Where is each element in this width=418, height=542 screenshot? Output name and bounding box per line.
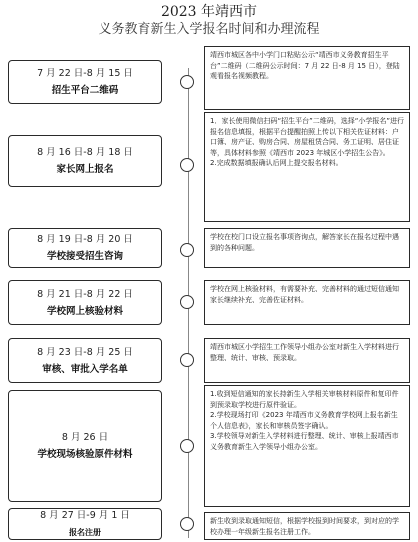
step-4-node [180,295,194,309]
step-6-date-box [8,390,162,502]
step-5-date: 8 月 23 日-8 月 25 日 [37,346,133,358]
step-4-date-box [8,280,162,325]
step-1-date-box [8,60,162,104]
title-main: 义务教育新生入学报名时间和办理流程 [98,22,320,37]
step-2-date-box [8,135,162,187]
step-6-desc-box [204,385,410,507]
step-2-desc-2: 2.完成数据填报确认后网上提交报名材料。 [210,159,343,167]
step-3-date-box [8,228,162,268]
step-6-name: 学校现场核验原件材料 [37,449,133,460]
step-6-desc-3: 3.学校领导对新生入学材料进行整理、统计、审核上报靖西市义务教育新生入学领导小组办公室。 [210,432,399,451]
step-6-desc-1: 1.收到短信通知的家长持新生入学相关审核材料原件和复印件到预录取学校进行原件验证。 [210,390,399,409]
step-7-name: 报名注册 [69,528,101,537]
step-4-desc-box [204,280,410,325]
step-6-desc-2: 2.学校现场打印《2023 年靖西市义务教育学校网上报名新生个人信息表》，家长和审核员签字确认。 [210,411,398,430]
step-3-node [180,243,194,257]
step-2-name: 家长网上报名 [56,164,114,175]
step-7-node [180,517,194,531]
step-1-desc: 靖西市城区各中小学门口粘贴公示“靖西市义务教育招生平台”二维码（二维码公示时间：7 月 22 日-8 月 15 日），登陆观看报名视频教程。 [210,51,400,80]
step-3-desc: 学校在校门口设立报名事项咨询点，解答家长在报名过程中遇到的各种问题。 [210,233,399,252]
step-2-desc-box [204,112,410,222]
step-5-node [180,353,194,367]
step-1-node [180,75,194,89]
step-5-name: 审核、审批入学名单 [42,363,128,375]
step-7-desc-box [204,512,410,540]
step-2-desc-1: 1．家长使用微信扫码“招生平台”二维码，选择“小学报名”进行报名信息填报，根据平台提醒拍照上传以下相关佐证材料：户口簿、房产证、购房合同、房屋租赁合同、务工证明、居住证等，具体材料参照《靖西市 2023 年城区小学招生公告》。 [210,117,404,157]
step-3-name: 学校接受招生咨询 [46,251,123,262]
step-3-date: 8 月 19 日-8 月 20 日 [37,234,133,245]
step-4-name: 学校网上核验材料 [46,305,123,317]
step-2-node [180,158,194,172]
step-2-date: 8 月 16 日-8 月 18 日 [37,147,133,158]
step-5-desc-box [204,338,410,383]
step-1-date: 7 月 22 日-8 月 15 日 [37,68,133,79]
step-5-desc: 靖西市城区小学招生工作领导小组办公室对新生入学材料进行整理、统计、审核、预录取。 [210,343,399,362]
step-7-date-box [8,508,162,540]
title-year: 2023 年靖西市 [160,4,258,20]
step-7-date: 8 月 27 日-9 月 1 日 [40,510,130,521]
step-6-date: 8 月 26 日 [61,432,109,443]
step-1-desc-box [204,46,410,110]
step-4-date: 8 月 21 日-8 月 22 日 [37,288,133,300]
step-3-desc-box [204,228,410,268]
step-6-node [180,439,194,453]
step-4-desc: 学校在网上核验材料，有需要补充、完善材料的通过短信通知家长继续补充、完善佐证材料。 [210,285,399,304]
step-7-desc: 新生收到录取通知短信，根据学校报到时间要求，到对应的学校办理一年级新生报名注册工作。 [210,517,399,536]
step-1-name: 招生平台二维码 [51,85,119,96]
step-5-date-box [8,338,162,383]
